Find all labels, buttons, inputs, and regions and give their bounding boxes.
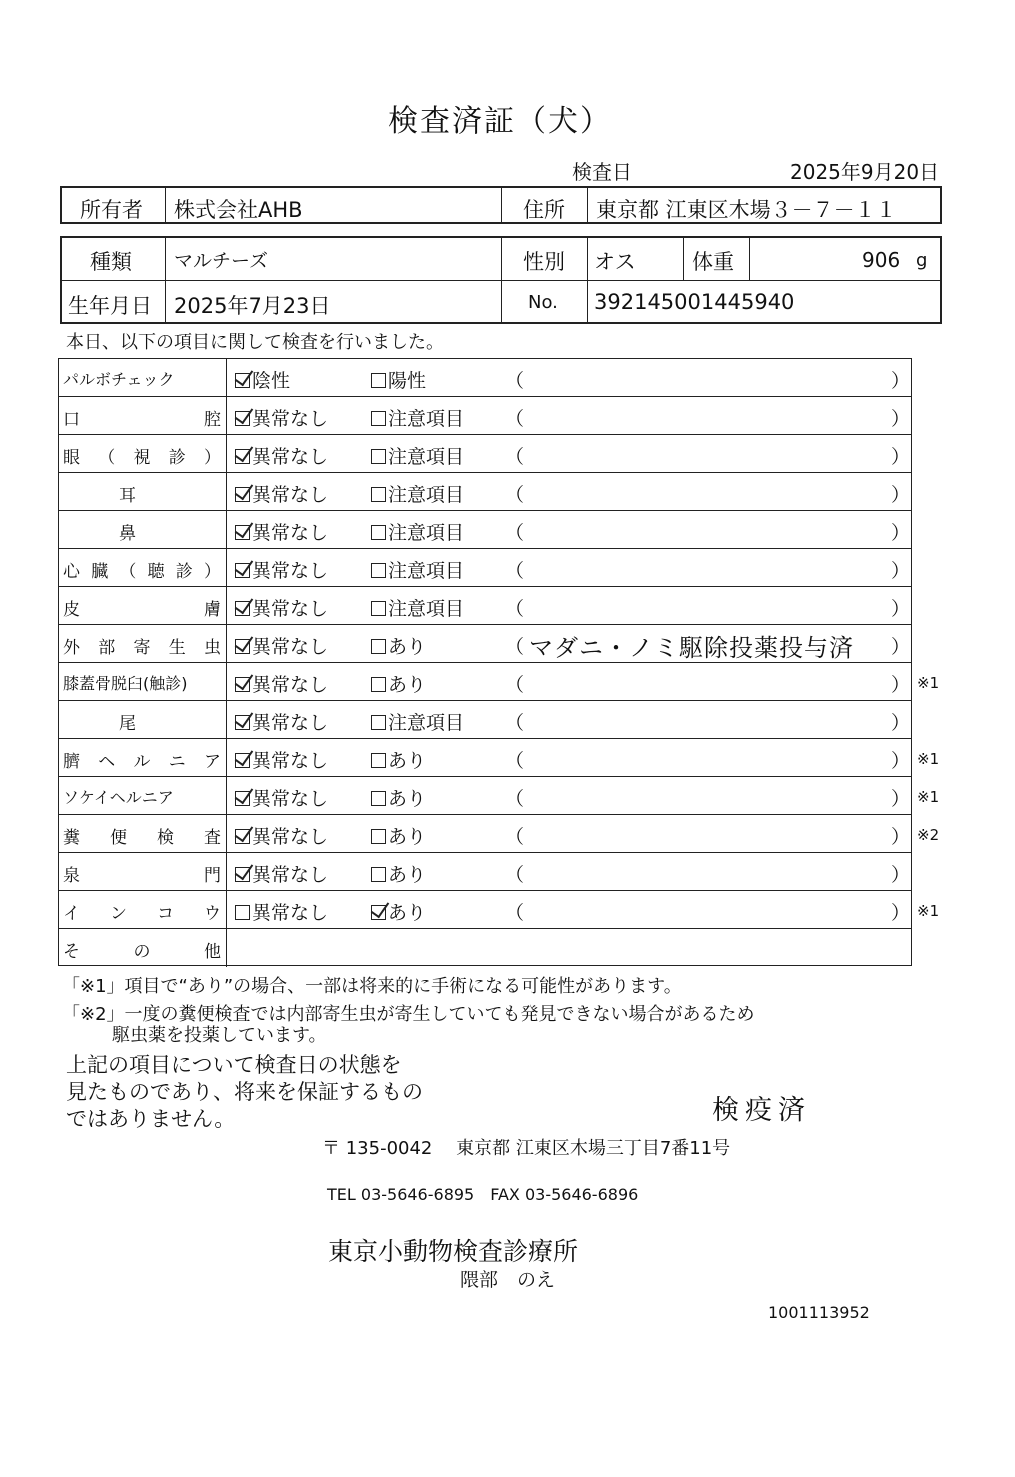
checked-checkbox-icon — [235, 867, 250, 882]
inspection-row — [59, 511, 911, 549]
paren-close: ） — [891, 902, 911, 924]
checkbox-icon — [371, 487, 386, 502]
option-2 — [371, 518, 464, 545]
option-2-label: あり — [388, 788, 427, 810]
item-name-cell — [59, 435, 227, 472]
item-name: 泉門 — [63, 866, 221, 886]
item-name-cell — [59, 891, 227, 928]
item-name-cell — [59, 929, 227, 967]
option-1 — [235, 708, 328, 735]
paren-open: （ — [505, 788, 525, 810]
sex-label: 性別 — [523, 250, 565, 274]
option-2-label: 陽性 — [388, 370, 427, 392]
option-2 — [371, 822, 426, 849]
paren-open: （ — [505, 446, 525, 468]
address-label: 住所 — [523, 198, 565, 222]
dob-value: 2025年7月23日 — [174, 294, 331, 318]
checkbox-icon — [371, 601, 386, 616]
exam-date-value: 2025年9月20日 — [790, 160, 940, 184]
owner-table — [60, 186, 942, 224]
option-1 — [235, 366, 290, 393]
checked-checkbox-icon — [235, 563, 250, 578]
checked-checkbox-icon — [235, 829, 250, 844]
item-name: 眼（視診） — [63, 448, 221, 468]
exam-date-label: 検査日 — [572, 160, 632, 184]
inspection-table — [58, 358, 940, 966]
option-1-label: 陰性 — [252, 370, 291, 392]
sex-value: オス — [594, 250, 636, 274]
option-1 — [235, 860, 328, 887]
doctor-name: 隈部 のえ — [460, 1269, 556, 1291]
checked-checkbox-icon — [235, 639, 250, 654]
option-1-label: 異常なし — [252, 674, 329, 696]
item-name-cell — [59, 359, 227, 396]
number-value: 392145001445940 — [594, 290, 795, 314]
footnote-mark: ※1 — [917, 750, 940, 768]
checked-checkbox-icon — [235, 373, 250, 388]
clinic-name: 東京小動物検査診療所 — [328, 1237, 579, 1266]
option-2-label: あり — [388, 902, 427, 924]
item-name-cell — [59, 815, 227, 852]
breed-label: 種類 — [90, 250, 132, 274]
footnote-1: 「※1」項目で“あり”の場合、一部は将来的に手術になる可能性があります。 — [62, 976, 682, 997]
item-name-cell — [59, 853, 227, 890]
checkbox-icon — [371, 563, 386, 578]
option-2 — [371, 404, 464, 431]
disclaimer — [66, 1052, 423, 1133]
number-label: No. — [528, 292, 558, 313]
paren-close: ） — [891, 484, 911, 506]
item-name: 耳 — [119, 486, 136, 506]
option-1 — [235, 404, 328, 431]
owner-label: 所有者 — [80, 198, 143, 222]
other-label: その他 — [63, 942, 221, 962]
option-2 — [371, 746, 426, 773]
owner-value: 株式会社AHB — [174, 198, 303, 222]
option-1-label: 異常なし — [252, 864, 329, 886]
footnote-2-continued: 駆虫薬を投薬しています。 — [112, 1025, 327, 1046]
option-2 — [371, 632, 426, 659]
item-name-cell — [59, 473, 227, 510]
paren-close: ） — [891, 674, 911, 696]
checkbox-icon — [371, 753, 386, 768]
disclaimer-line-1: 上記の項目について検査日の状態を — [66, 1053, 402, 1077]
option-1-label: 異常なし — [252, 598, 329, 620]
option-2 — [371, 670, 426, 697]
item-name-cell — [59, 663, 227, 700]
paren-close: ） — [891, 598, 911, 620]
disclaimer-line-2: 見たものであり、将来を保証するもの — [66, 1080, 423, 1104]
checked-checkbox-icon — [235, 411, 250, 426]
item-name-cell — [59, 587, 227, 624]
checkbox-icon — [371, 791, 386, 806]
option-2-label: 注意項目 — [388, 598, 465, 620]
option-2 — [371, 594, 464, 621]
paren-open: （ — [505, 864, 525, 886]
item-name-cell — [59, 701, 227, 738]
paren-open: （ — [505, 636, 525, 658]
paren-close: ） — [891, 712, 911, 734]
paren-close: ） — [891, 560, 911, 582]
dog-table — [60, 236, 942, 324]
inspection-row — [59, 397, 911, 435]
checked-checkbox-icon — [235, 791, 250, 806]
checked-checkbox-icon — [235, 487, 250, 502]
checkbox-icon — [371, 449, 386, 464]
option-1-label: 異常なし — [252, 522, 329, 544]
paren-close: ） — [891, 864, 911, 886]
paren-open: （ — [505, 750, 525, 772]
item-name-cell — [59, 511, 227, 548]
footnote-mark: ※1 — [917, 674, 940, 692]
item-name: 心臓（聴診） — [63, 562, 221, 582]
option-2-label: あり — [388, 674, 427, 696]
disclaimer-line-3: ではありません。 — [66, 1107, 236, 1131]
checked-checkbox-icon — [235, 753, 250, 768]
item-name: 口腔 — [63, 410, 221, 430]
checked-checkbox-icon — [235, 677, 250, 692]
option-1-label: 異常なし — [252, 446, 329, 468]
paren-open: （ — [505, 712, 525, 734]
clinic-phone-fax: TEL 03-5646-6895 FAX 03-5646-6896 — [327, 1185, 639, 1204]
paren-open: （ — [505, 902, 525, 924]
checkbox-icon — [371, 829, 386, 844]
option-2-label: 注意項目 — [388, 560, 465, 582]
option-2-label: 注意項目 — [388, 408, 465, 430]
option-1 — [235, 670, 328, 697]
option-2 — [371, 898, 426, 925]
paren-open: （ — [505, 826, 525, 848]
item-name-cell — [59, 777, 227, 814]
weight-unit: g — [916, 250, 928, 271]
inspection-row — [59, 549, 911, 587]
inspection-row — [59, 815, 940, 853]
option-1-label: 異常なし — [252, 408, 329, 430]
option-2 — [371, 556, 464, 583]
paren-open: （ — [505, 484, 525, 506]
option-1-label: 異常なし — [252, 826, 329, 848]
item-name-cell — [59, 739, 227, 776]
option-1 — [235, 822, 328, 849]
breed-value: マルチーズ — [174, 250, 269, 272]
paren-close: ） — [891, 522, 911, 544]
option-1 — [235, 442, 328, 469]
footnote-mark: ※1 — [917, 902, 940, 920]
inspection-row — [59, 587, 911, 625]
checkbox-icon — [235, 905, 250, 920]
option-2-label: あり — [388, 826, 427, 848]
intro-text: 本日、以下の項目に関して検査を行いました。 — [66, 332, 444, 353]
footnote-mark: ※2 — [917, 826, 940, 844]
option-1 — [235, 784, 328, 811]
clinic-address: 〒 135-0042 東京都 江東区木場三丁目7番11号 — [322, 1138, 731, 1159]
inspection-row — [59, 359, 911, 397]
paren-close: ） — [891, 826, 911, 848]
option-2 — [371, 860, 426, 887]
option-2 — [371, 480, 464, 507]
paren-open: （ — [505, 408, 525, 430]
inspection-row — [59, 435, 911, 473]
paren-close: ） — [891, 788, 911, 810]
checked-checkbox-icon — [235, 601, 250, 616]
paren-close: ） — [891, 636, 911, 658]
inspection-row — [59, 663, 940, 701]
item-name: 膝蓋骨脱臼(触診) — [63, 674, 188, 693]
option-1-label: 異常なし — [252, 712, 329, 734]
option-2-label: あり — [388, 636, 427, 658]
inspection-row — [59, 853, 911, 891]
item-name-cell — [59, 397, 227, 434]
dob-label: 生年月日 — [68, 294, 152, 318]
option-1-label: 異常なし — [252, 902, 329, 924]
weight-label: 体重 — [692, 250, 734, 274]
weight-value: 906 — [862, 248, 901, 272]
inspection-row — [59, 701, 911, 739]
paren-open: （ — [505, 674, 525, 696]
option-1 — [235, 480, 328, 507]
checkbox-icon — [371, 525, 386, 540]
checkbox-icon — [371, 639, 386, 654]
inspection-row — [59, 739, 940, 777]
option-2 — [371, 442, 464, 469]
option-1 — [235, 898, 328, 925]
option-1-label: 異常なし — [252, 560, 329, 582]
option-2 — [371, 708, 464, 735]
item-name: ソケイヘルニア — [63, 788, 174, 807]
paren-open: （ — [505, 560, 525, 582]
inspection-row — [59, 473, 911, 511]
checkbox-icon — [371, 411, 386, 426]
footnote-mark: ※1 — [917, 788, 940, 806]
inspection-row-other — [59, 929, 911, 967]
option-2 — [371, 784, 426, 811]
option-1 — [235, 746, 328, 773]
inspection-row — [59, 891, 940, 929]
footnote-2: 「※2」一度の糞便検査では内部寄生虫が寄生していても発見できない場合があるため — [62, 1004, 755, 1025]
item-name: 鼻 — [119, 524, 136, 544]
item-name: 皮膚 — [63, 600, 221, 620]
option-1-label: 異常なし — [252, 484, 329, 506]
paren-open: （ — [505, 522, 525, 544]
paren-open: （ — [505, 598, 525, 620]
paren-close: ） — [891, 370, 911, 392]
checked-checkbox-icon — [235, 449, 250, 464]
item-name: 糞便検査 — [63, 828, 221, 848]
paren-close: ） — [891, 446, 911, 468]
inspection-row — [59, 777, 940, 815]
item-name: 臍ヘルニア — [63, 752, 221, 772]
checkbox-icon — [371, 867, 386, 882]
option-2-label: 注意項目 — [388, 712, 465, 734]
option-1-label: 異常なし — [252, 750, 329, 772]
checkbox-icon — [371, 373, 386, 388]
item-name-cell — [59, 549, 227, 586]
checkbox-icon — [371, 715, 386, 730]
address-value: 東京都 江東区木場３－７－１１ — [596, 198, 897, 222]
item-note: マダニ・ノミ駆除投薬投与済 — [529, 634, 854, 662]
quarantine-stamp: 検疫済 — [712, 1095, 811, 1126]
item-name: インコウ — [63, 904, 221, 924]
option-2-label: 注意項目 — [388, 446, 465, 468]
option-2-label: 注意項目 — [388, 484, 465, 506]
option-2-label: あり — [388, 750, 427, 772]
option-2-label: 注意項目 — [388, 522, 465, 544]
document-title: 検査済証（犬） — [388, 104, 612, 139]
document-number: 1001113952 — [768, 1303, 870, 1322]
checked-checkbox-icon — [235, 715, 250, 730]
option-1 — [235, 632, 328, 659]
checkbox-icon — [371, 677, 386, 692]
checked-checkbox-icon — [371, 905, 386, 920]
item-name-cell — [59, 625, 227, 662]
option-2 — [371, 366, 426, 393]
paren-close: ） — [891, 750, 911, 772]
paren-open: （ — [505, 370, 525, 392]
option-2-label: あり — [388, 864, 427, 886]
option-1 — [235, 594, 328, 621]
item-name: 外部寄生虫 — [63, 638, 221, 658]
item-name: パルボチェック — [63, 370, 175, 389]
option-1 — [235, 556, 328, 583]
item-name: 尾 — [119, 714, 136, 734]
option-1-label: 異常なし — [252, 636, 329, 658]
paren-close: ） — [891, 408, 911, 430]
option-1-label: 異常なし — [252, 788, 329, 810]
option-1 — [235, 518, 328, 545]
checked-checkbox-icon — [235, 525, 250, 540]
inspection-row — [59, 625, 911, 663]
